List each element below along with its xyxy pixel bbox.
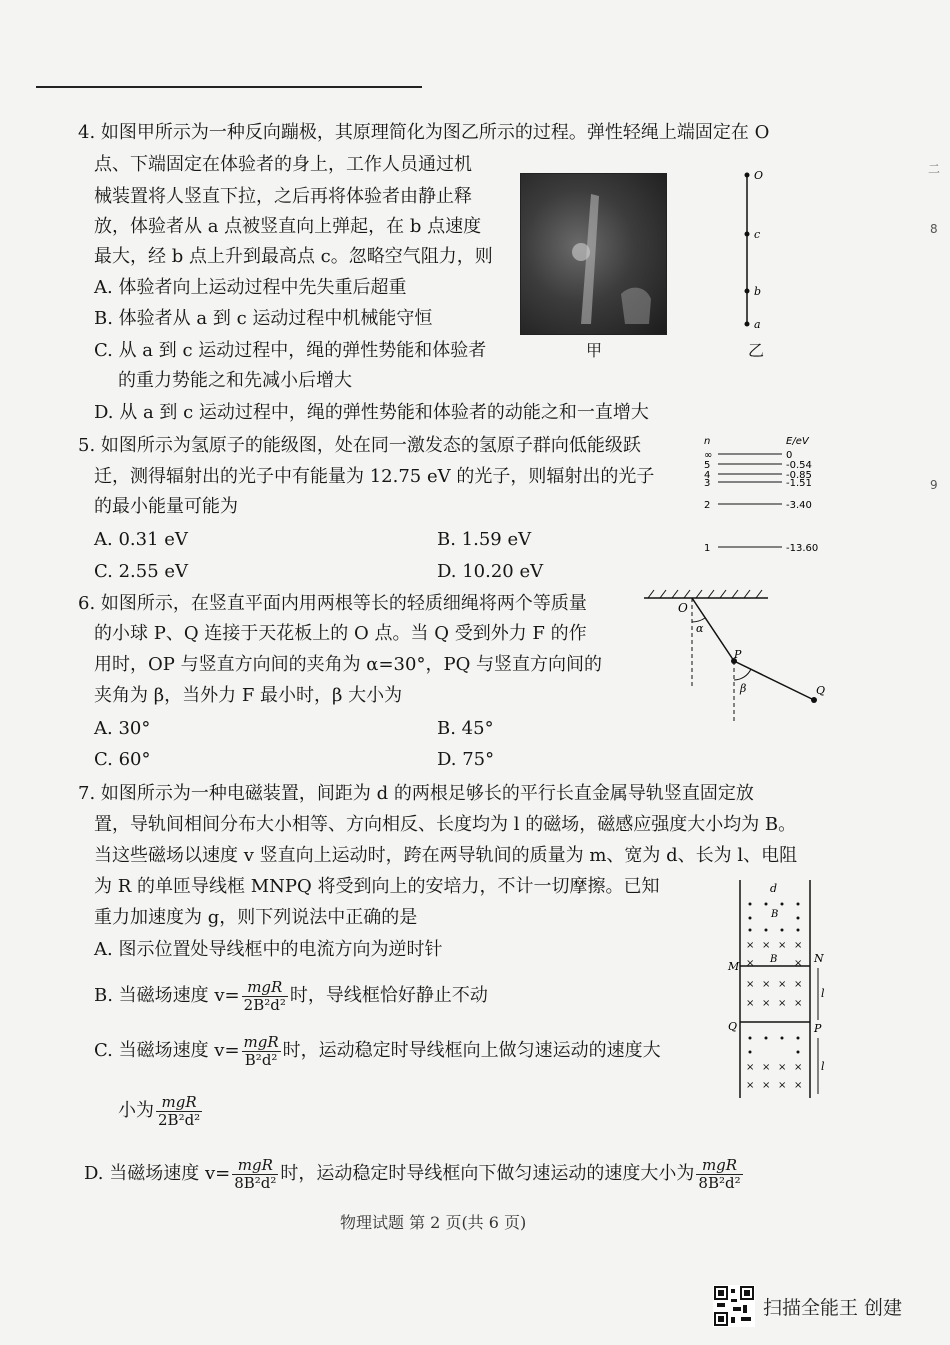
q5-option-b: B. 1.59 eV <box>437 529 532 550</box>
q7-line-1: 7. 如图所示为一种电磁装置，间距为 d 的两根足够长的平行长直金属导轨竖直固定放 <box>78 783 754 804</box>
energy-level-n: 5 <box>704 460 711 471</box>
q7-line-5: 重力加速度为 g，则下列说法中正确的是 <box>94 907 418 928</box>
svg-text:×: × <box>794 1080 803 1091</box>
energy-level-n: 4 <box>704 470 711 481</box>
svg-text:×: × <box>762 1080 771 1091</box>
q7-line-4: 为 R 的单匝导线框 MNPQ 将受到向上的安培力，不计一切摩擦。已知 <box>94 876 660 897</box>
fraction-c <box>242 1034 281 1069</box>
energy-level-n: ∞ <box>704 450 713 461</box>
svg-text:×: × <box>794 1062 803 1073</box>
svg-text:×: × <box>746 979 755 990</box>
fraction-b-den: 2B²d² <box>243 995 286 1014</box>
energy-level-e: -3.40 <box>786 500 812 511</box>
label-p-frame: P <box>814 1022 822 1035</box>
q4-line-3: 械装置将人竖直下拉，之后再将体验者由静止释 <box>94 186 472 207</box>
svg-text:×: × <box>746 1062 755 1073</box>
n-header: n <box>704 436 711 447</box>
energy-level-e: -13.60 <box>786 543 819 554</box>
fraction-d2-num: mgR <box>696 1157 742 1175</box>
q4-option-b: B. 体验者从 a 到 c 运动过程中机械能守恒 <box>94 308 433 329</box>
fraction-b-num: mgR <box>242 979 288 997</box>
label-beta: β <box>740 682 747 695</box>
q7-option-c-cont <box>118 1093 204 1129</box>
q7-option-d-pre: D. 当磁场速度 v= <box>84 1163 231 1184</box>
svg-text:×: × <box>762 940 771 951</box>
q7-option-c-post: 时，运动稳定时导线框向上做匀速运动的速度大 <box>282 1040 661 1061</box>
fraction-c-num: mgR <box>243 1032 279 1051</box>
q5-line-2: 迁，测得辐射出的光子中有能量为 12.75 eV 的光子，则辐射出的光子 <box>94 466 655 487</box>
scanner-watermark: 扫描全能王 创建 <box>763 1297 903 1319</box>
q6-line-3: 用时，OP 与竖直方向间的夹角为 α=30°，PQ 与竖直方向间的 <box>94 654 603 675</box>
energy-level-lines <box>704 450 818 554</box>
svg-text:×: × <box>762 979 771 990</box>
q4-line-5: 最大，经 b 点上升到最高点 c。忽略空气阻力，则 <box>94 246 493 267</box>
fraction-c2 <box>156 1094 202 1129</box>
edge-mark-2: 8 <box>930 222 938 236</box>
q6-line-1: 6. 如图所示，在竖直平面内用两根等长的轻质细绳将两个等质量 <box>78 593 587 614</box>
svg-text:×: × <box>794 958 803 969</box>
q4-option-a: A. 体验者向上运动过程中先失重后超重 <box>94 277 407 298</box>
fraction-d <box>232 1157 278 1192</box>
svg-text:×: × <box>762 998 771 1009</box>
label-l-bottom: l <box>821 1060 825 1073</box>
svg-text:×: × <box>762 1062 771 1073</box>
q4-line-1: 4. 如图甲所示为一种反向蹦极，其原理简化为图乙所示的过程。弹性轻绳上端固定在 O <box>78 122 770 143</box>
svg-text:×: × <box>778 1062 787 1073</box>
q5-line-3: 的最小能量可能为 <box>94 496 238 517</box>
label-n: N <box>814 952 824 965</box>
q4-line-2: 点、下端固定在体验者的身上，工作人员通过机 <box>94 154 472 175</box>
q6-option-a: A. 30° <box>94 718 151 739</box>
energy-level-e: -0.54 <box>786 460 812 471</box>
field-crosses-mid <box>746 940 802 1009</box>
magnetic-rail-diagram <box>722 872 837 1102</box>
q7-option-b-post: 时，导线框恰好静止不动 <box>289 985 488 1006</box>
q7-line-3: 当这些磁场以速度 v 竖直向上运动时，跨在两导轨间的质量为 m、宽为 d、长为 l、电阻 <box>94 845 798 866</box>
caption-yi: 乙 <box>748 341 765 360</box>
q7-option-a: A. 图示位置处导线框中的电流方向为逆时针 <box>94 939 443 960</box>
edge-mark-3: 9 <box>930 478 938 492</box>
fraction-b <box>242 979 288 1014</box>
energy-level-n: 2 <box>704 500 711 511</box>
point-c-label: c <box>754 228 761 241</box>
svg-text:×: × <box>746 958 755 969</box>
label-q: Q <box>816 684 826 697</box>
svg-text:×: × <box>746 940 755 951</box>
q7-option-b <box>94 978 488 1014</box>
bungee-photo <box>520 173 667 335</box>
fraction-d-num: mgR <box>232 1157 278 1175</box>
fraction-c2-den: 2B²d² <box>158 1110 201 1129</box>
svg-text:×: × <box>746 998 755 1009</box>
caption-jia: 甲 <box>586 341 603 360</box>
field-crosses-bottom <box>746 1062 802 1091</box>
q7-option-c2-pre: 小为 <box>118 1100 154 1121</box>
label-alpha: α <box>696 622 704 635</box>
label-b-top: B <box>771 909 779 920</box>
energy-level-n: 3 <box>704 478 711 489</box>
q6-option-b: B. 45° <box>437 718 494 739</box>
q6-line-2: 的小球 P、Q 连接于天花板上的 O 点。当 Q 受到外力 F 的作 <box>94 623 587 644</box>
svg-text:×: × <box>778 940 787 951</box>
q4-option-c: C. 从 a 到 c 运动过程中，绳的弹性势能和体验者 <box>94 340 487 361</box>
label-m: M <box>728 960 740 973</box>
q4-option-d: D. 从 a 到 c 运动过程中，绳的弹性势能和体验者的动能之和一直增大 <box>94 402 649 423</box>
fraction-d-den: 8B²d² <box>234 1173 277 1192</box>
label-p: P <box>734 648 742 661</box>
svg-text:×: × <box>794 998 803 1009</box>
q5-option-d: D. 10.20 eV <box>437 561 544 582</box>
svg-text:×: × <box>778 998 787 1009</box>
page-footer: 物理试题 第 2 页(共 6 页) <box>340 1213 527 1232</box>
q5-option-a: A. 0.31 eV <box>94 529 188 550</box>
svg-text:×: × <box>746 1080 755 1091</box>
q6-option-c: C. 60° <box>94 749 151 770</box>
pendulum-diagram <box>638 588 838 728</box>
q7-option-d <box>84 1156 745 1192</box>
label-o: O <box>678 601 688 615</box>
q7-option-c <box>94 1033 661 1069</box>
fraction-c-den: B²d² <box>244 1050 278 1069</box>
e-header: E/eV <box>786 436 809 447</box>
energy-level-e: 0 <box>786 450 793 461</box>
q4-option-c-cont: 的重力势能之和先减小后增大 <box>118 370 352 391</box>
fraction-d2 <box>696 1157 742 1192</box>
figure-yi <box>735 165 775 335</box>
energy-level-diagram <box>700 432 840 557</box>
energy-level-e: -0.85 <box>786 470 812 481</box>
top-rule <box>36 86 422 88</box>
svg-text:×: × <box>778 979 787 990</box>
bungee-photo-sketch <box>521 174 666 334</box>
svg-text:×: × <box>794 979 803 990</box>
q7-option-d-post: 时，运动稳定时导线框向下做匀速运动的速度大小为 <box>280 1163 695 1184</box>
energy-level-n: 1 <box>704 543 711 554</box>
q7-option-b-pre: B. 当磁场速度 v= <box>94 985 240 1006</box>
label-b-mid: B <box>770 954 778 965</box>
q7-line-2: 置，导轨间相间分布大小相等、方向相反、长度均为 l 的磁场，磁感应强度大小均为 B。 <box>94 814 797 835</box>
point-a-label: a <box>754 318 761 331</box>
qr-code-icon <box>713 1285 755 1327</box>
q5-line-1: 5. 如图所示为氢原子的能级图，处在同一激发态的氢原子群向低能级跃 <box>78 435 641 456</box>
label-l-top: l <box>821 987 825 1000</box>
energy-level-e: -1.51 <box>786 478 812 489</box>
label-d: d <box>770 882 778 895</box>
q6-line-4: 夹角为 β，当外力 F 最小时，β 大小为 <box>94 685 403 706</box>
svg-text:×: × <box>794 940 803 951</box>
q7-option-c-pre: C. 当磁场速度 v= <box>94 1040 240 1061</box>
q6-option-d: D. 75° <box>437 749 495 770</box>
fraction-d2-den: 8B²d² <box>698 1173 741 1192</box>
point-o-label: O <box>754 169 764 182</box>
svg-text:×: × <box>778 1080 787 1091</box>
field-dots-bottom <box>749 1037 800 1054</box>
fraction-c2-num: mgR <box>156 1094 202 1112</box>
edge-mark-1: 二 <box>928 162 941 176</box>
q5-option-c: C. 2.55 eV <box>94 561 189 582</box>
point-b-label: b <box>754 285 762 298</box>
label-q-frame: Q <box>728 1020 738 1033</box>
q4-line-4: 放，体验者从 a 点被竖直向上弹起，在 b 点速度 <box>94 216 482 237</box>
